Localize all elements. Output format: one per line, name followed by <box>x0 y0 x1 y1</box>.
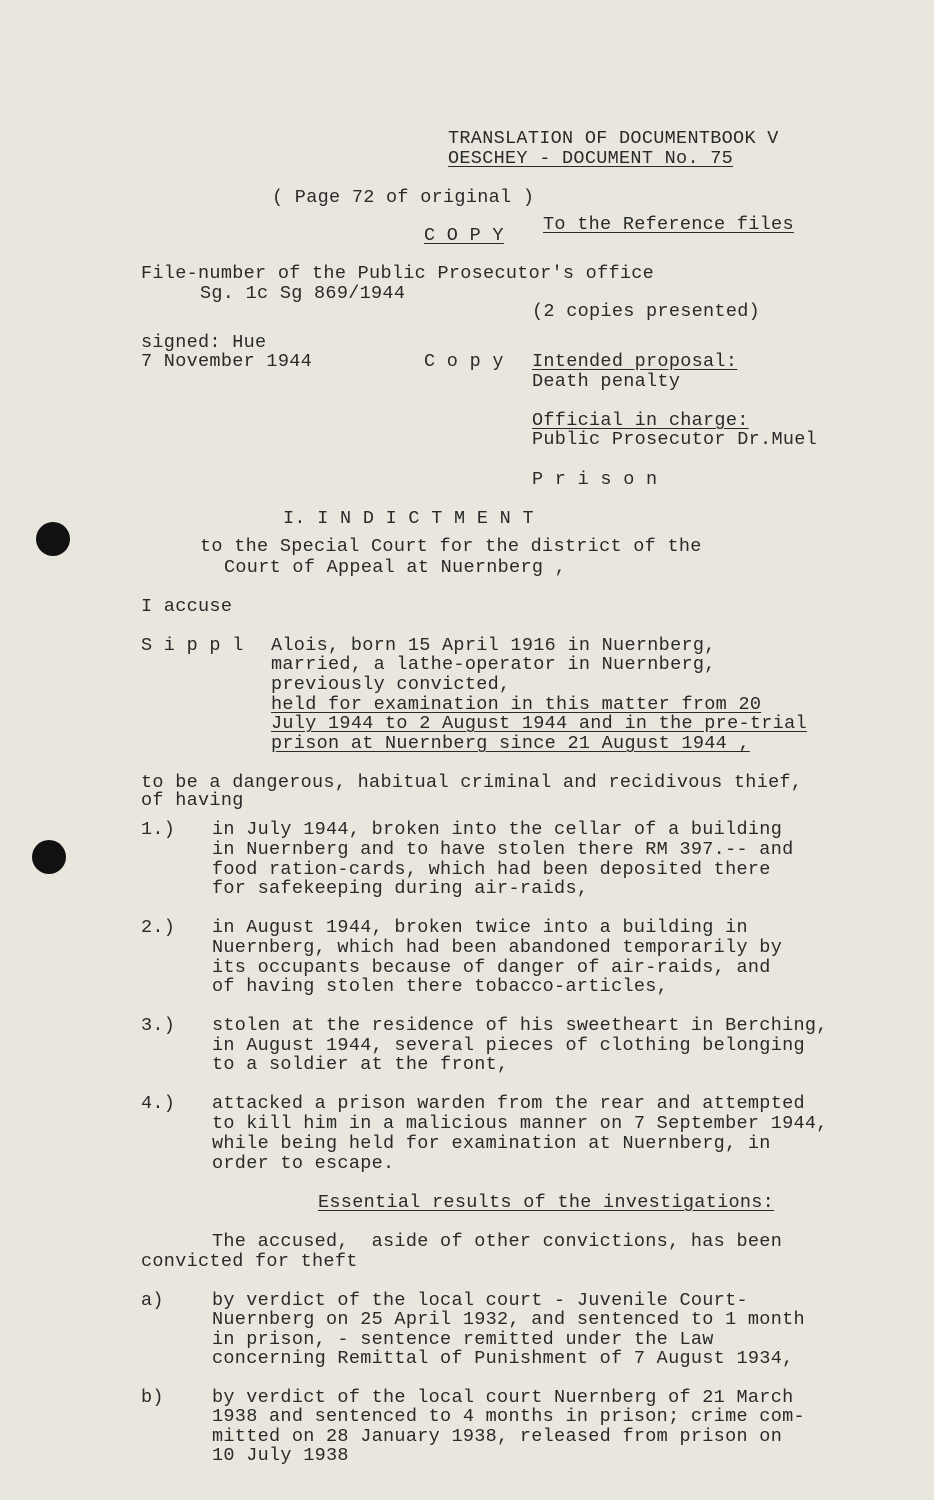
charge-line: to a soldier at the front, <box>212 1054 509 1075</box>
conviction-line: mitted on 28 January 1938, released from prison on <box>212 1426 783 1447</box>
copy-word: C o p y <box>424 351 504 372</box>
charge-line: for safekeeping during air-raids, <box>212 878 589 899</box>
indictment-title: I. I N D I C T M E N T <box>283 508 534 529</box>
conviction-letter: a) <box>141 1290 164 1311</box>
charge-line: to kill him in a malicious manner on 7 September 1944, <box>212 1113 828 1134</box>
intended-proposal-label: Intended proposal: <box>532 351 738 372</box>
conviction-line: by verdict of the local court - Juvenile Court- <box>212 1290 748 1311</box>
conviction-line: 10 July 1938 <box>212 1445 349 1466</box>
charge-number: 1.) <box>141 819 176 840</box>
charge-line: Nuernberg, which had been abandoned temporarily by <box>212 937 783 958</box>
court-line-2: Court of Appeal at Nuernberg , <box>224 557 567 578</box>
signed-by: signed: Hue <box>141 332 267 353</box>
charge-number: 3.) <box>141 1015 176 1036</box>
conviction-line: Nuernberg on 25 April 1932, and sentenced to 1 month <box>212 1309 805 1330</box>
intended-proposal: Death penalty <box>532 371 681 392</box>
charge-line: food ration-cards, which had been deposited there <box>212 859 771 880</box>
charge-line: in August 1944, several pieces of clothing belonging <box>212 1035 805 1056</box>
conviction-line: by verdict of the local court Nuernberg of 21 March <box>212 1387 794 1408</box>
charge-intro: to be a dangerous, habitual criminal and recidivous thief, <box>141 772 803 793</box>
signed-date: 7 November 1944 <box>141 351 313 372</box>
prison-label: P r i s o n <box>532 469 658 490</box>
conviction-line: 1938 and sentenced to 4 months in prison; crime com- <box>212 1406 805 1427</box>
conviction-line: concerning Remittal of Punishment of 7 August 1934, <box>212 1348 794 1369</box>
punch-hole-bottom <box>32 840 66 874</box>
header-line-2: OESCHEY - DOCUMENT No. 75 <box>448 148 734 169</box>
header-line-1: TRANSLATION OF DOCUMENTBOOK V <box>448 128 779 149</box>
conviction-letter: b) <box>141 1387 164 1408</box>
held-line: July 1944 to 2 August 1944 and in the pre-trial <box>271 713 807 734</box>
charge-line: while being held for examination at Nuernberg, in <box>212 1133 771 1154</box>
results-heading: Essential results of the investigations: <box>318 1192 775 1213</box>
held-line: prison at Nuernberg since 21 August 1944 , <box>271 733 750 754</box>
conviction-line: in prison, - sentence remitted under the Law <box>212 1329 714 1350</box>
punch-hole-top <box>36 522 70 556</box>
charge-line: in August 1944, broken twice into a building in <box>212 917 748 938</box>
page-reference: ( Page 72 of original ) <box>272 187 535 208</box>
copy-label: C O P Y <box>424 225 504 246</box>
court-line-1: to the Special Court for the district of the <box>200 536 702 557</box>
charge-line: stolen at the residence of his sweetheart in Berching, <box>212 1015 828 1036</box>
charge-line: in July 1944, broken into the cellar of a building <box>212 819 783 840</box>
charge-line: its occupants because of danger of air-raids, and <box>212 957 771 978</box>
file-number: Sg. 1c Sg 869/1944 <box>200 283 406 304</box>
accused-name: S i p p l <box>141 635 244 656</box>
copies-presented: (2 copies presented) <box>532 301 761 322</box>
charge-number: 2.) <box>141 917 176 938</box>
reference-files: To the Reference files <box>543 214 794 235</box>
charge-intro: of having <box>141 790 244 811</box>
official-label: Official in charge: <box>532 410 749 431</box>
charge-line: attacked a prison warden from the rear and attempted <box>212 1093 805 1114</box>
accused-line: Alois, born 15 April 1916 in Nuernberg, <box>271 635 716 656</box>
results-intro: The accused, aside of other convictions, has been <box>212 1231 783 1252</box>
charge-line: order to escape. <box>212 1153 395 1174</box>
file-number-label: File-number of the Public Prosecutor's office <box>141 263 655 284</box>
official-name: Public Prosecutor Dr.Muel <box>532 429 818 450</box>
accused-line: married, a lathe-operator in Nuernberg, <box>271 654 716 675</box>
accused-line: previously convicted, <box>271 674 511 695</box>
held-line: held for examination in this matter from 20 <box>271 694 762 715</box>
charge-line: in Nuernberg and to have stolen there RM 397.-- and <box>212 839 794 860</box>
results-intro: convicted for theft <box>141 1251 358 1272</box>
charge-line: of having stolen there tobacco-articles, <box>212 976 669 997</box>
accuse-label: I accuse <box>141 596 233 617</box>
charge-number: 4.) <box>141 1093 176 1114</box>
